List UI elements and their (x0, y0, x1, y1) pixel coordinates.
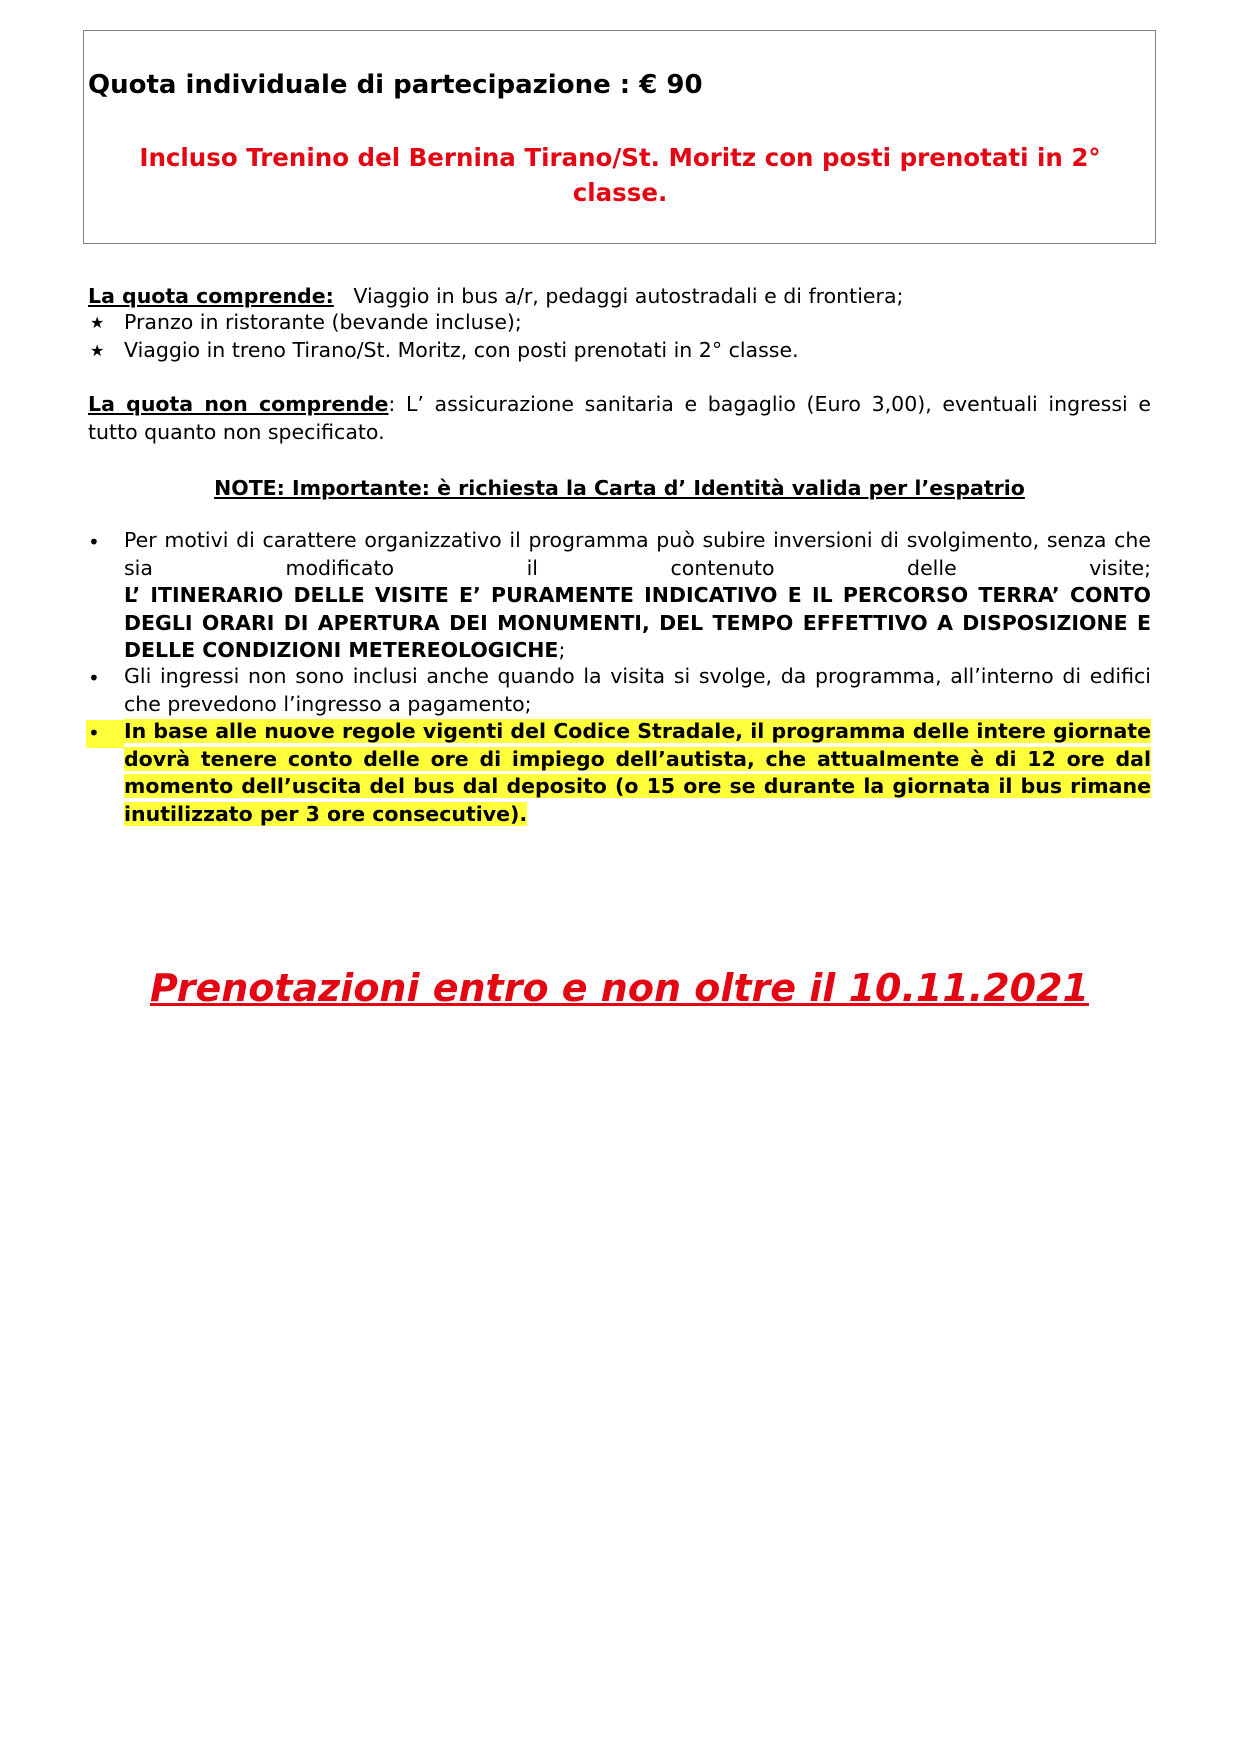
bullet-item-program (124, 527, 1151, 665)
includes-item: Pranzo in ristorante (bevande incluse); (124, 310, 522, 334)
star-icon: ★ (90, 313, 105, 332)
itinerary-disclaimer: L’ ITINERARIO DELLE VISITE E’ PURAMENTE INDICATIVO E IL PERCORSO TERRA’ CONTO DEGLI ORARI DI APERTURA DEI MONUMENTI, DEL TEMPO EFFETTIVO A DISPOSIZIONE E DELLE CONDIZIONI METEREOLOGICHE (124, 583, 1151, 662)
bullet-icon: • (88, 530, 100, 554)
driver-hours-highlight: In base alle nuove regole vigenti del Codice Stradale, il programma delle intere giornate dovrà tenere conto delle ore di impiego dell’autista, che attualmente è di 12 ore dal momento dell’uscita del bus dal deposito (o 15 ore se durante la giornata il bus rimane inutilizzato per 3 ore consecutive). (124, 719, 1151, 826)
note-heading: NOTE: Importante: è richiesta la Carta d’ Identità valida per l’espatrio (214, 476, 1025, 500)
bullet-icon: • (88, 721, 100, 745)
includes-item: Viaggio in treno Tirano/St. Moritz, con posti prenotati in 2° classe. (124, 338, 799, 362)
included-train-note: Incluso Trenino del Bernina Tirano/St. Moritz con posti prenotati in 2° classe. (139, 143, 1101, 207)
bullet-item-driver-hours (124, 718, 1151, 828)
includes-line (88, 283, 903, 311)
bullet-item-program-bold-wrap (124, 582, 1151, 665)
bullet-item-entrances: Gli ingressi non sono inclusi anche quando la visita si svolge, da programma, all’interno di edifici che prevedono l’ingresso a pagamento; (124, 664, 1151, 716)
bullet-item-program-text: Per motivi di carattere organizzativo il programma può subire inversioni di svolgimento, senza che sia modificato il contenuto delle visite; (124, 528, 1151, 580)
itinerary-end: ; (558, 638, 566, 662)
booking-deadline: Prenotazioni entro e non oltre il 10.11.2021 (150, 966, 1089, 1010)
includes-first-item: Viaggio in bus a/r, pedaggi autostradali e di frontiera; (353, 284, 904, 308)
bullet-icon: • (88, 666, 100, 690)
star-icon: ★ (90, 341, 105, 360)
price-title: Quota individuale di partecipazione : € 90 (88, 70, 703, 100)
excludes-text: : L’ assicurazione sanitaria e bagaglio (Euro 3,00), eventuali ingressi e tutto quanto non specificato. (88, 392, 1151, 444)
includes-label: La quota comprende: (88, 284, 334, 308)
price-box (83, 30, 1156, 244)
excludes-paragraph (88, 391, 1151, 446)
excludes-label: La quota non comprende (88, 392, 389, 416)
